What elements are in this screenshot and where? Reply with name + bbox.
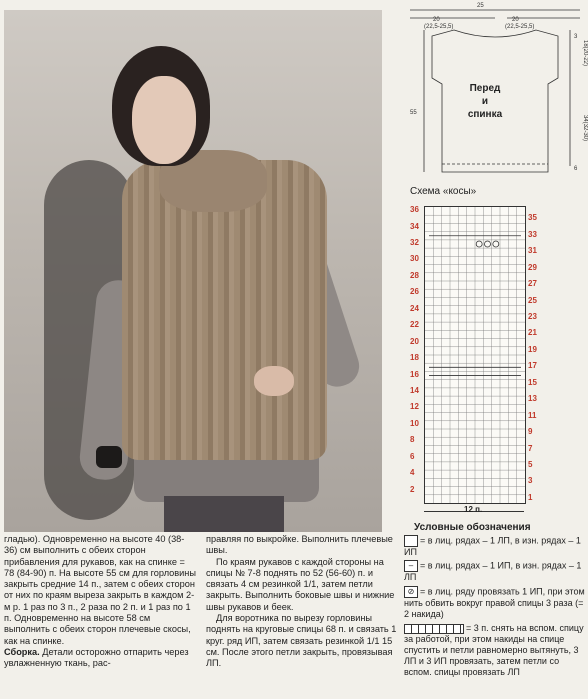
dim-width-total: 25: [477, 3, 484, 9]
row-number-right: 31: [528, 246, 537, 256]
row-number-right: 15: [528, 377, 537, 387]
row-number-left: 2: [410, 484, 415, 494]
legend-item-cable: [404, 623, 588, 678]
legend-title: Условные обозначения: [414, 522, 531, 533]
row-number-left: 24: [410, 303, 419, 313]
part-label-line3: спинка: [467, 109, 503, 120]
row-number-left: 16: [410, 369, 419, 379]
hand: [254, 366, 294, 396]
assembly-label: Сборка.: [4, 646, 40, 657]
row-number-right: 17: [528, 361, 537, 371]
legend-text-purl: = в лиц. рядах – 1 ИП, в изн. рядах – 1 ЛП: [404, 560, 582, 582]
legend-item-wrap: [404, 586, 588, 620]
row-number-left: 14: [410, 386, 419, 395]
dim-width-left-sizes: (22,5-25,5): [424, 24, 454, 30]
dim-width-right-sizes: (22,5-25,5): [505, 24, 535, 30]
row-number-right: 25: [528, 295, 537, 305]
instructions-col1-text: гладью). Одновременно на высоте 40 (38-36) см выполнить с обеих сторон прибавления для рукавов, как на спинке = 78 (84-90) п. На высоте 55 см для горловины закрыть средние 14 п., затем с обеих сторон от них по краям выреза закрыть в каждом 2-м р. 1 раз по 3 п., 2 раза по 2 п. и 1 раз по 1 п. Одновременно на высоте 58 см выполнить с обеих сторон плечевые скосы, как на спинке.: [4, 534, 196, 646]
face: [132, 76, 196, 164]
row-number-left: 22: [410, 320, 419, 330]
legend-item-knit: [404, 535, 588, 558]
row-number-right: 3: [528, 476, 533, 486]
instructions-col1: [4, 534, 196, 670]
sleeve-edge-text: По краям рукавов с каждой стороны на спицы № 7-8 поднять по 52 (56-60) п. и связать 4 см резинкой 1/1, затем петли закрыть. Выполнить боковые швы и нижние швы рукавов и бeек.: [206, 556, 395, 612]
wrap-stitch-icon: ⊘: [404, 586, 418, 598]
row-number-right: 27: [528, 279, 537, 289]
knit-symbol-icon: [404, 535, 418, 547]
row-number-left: 30: [410, 254, 419, 264]
part-label-line2: и: [481, 96, 489, 107]
instructions-col2: [206, 534, 400, 670]
row-number-left: 26: [410, 287, 419, 297]
legend-text-knit: = в лиц. рядах – 1 ЛП, в изн. рядах – 1 ИП: [404, 535, 581, 557]
legend-text-wrap: = в лиц. ряду провязать 1 ИП, при этом нить обвить вокруг правой спицы 3 раза (= 2 накида): [404, 586, 585, 619]
row-number-left: 32: [410, 238, 419, 247]
row-number-right: 5: [528, 460, 533, 469]
row-number-right: 21: [528, 328, 537, 338]
dim-height-lower: 34(32-30): [582, 114, 588, 142]
assembly-text: Детали осторожно отпарить через увлажненную ткань, рас-: [4, 646, 189, 669]
row-number-right: 11: [528, 410, 537, 420]
dim-height-top: 3: [574, 34, 578, 40]
row-number-left: 12: [410, 402, 419, 412]
row-number-right: 35: [528, 213, 537, 223]
dim-height-total: 55: [410, 110, 417, 116]
purl-symbol-icon: –: [404, 560, 418, 572]
row-number-left: 36: [410, 205, 419, 215]
dim-height-upper: 18(20-22): [582, 39, 588, 67]
legend-text-cable: = 3 п. снять на вспом. спицу за работой, при этом накиды на спице спустить и петли равномерно вытянуть, 3 ЛП и 3 ИП провязать, затем петли со вспом. спицы провязать ЛП: [404, 623, 584, 677]
row-number-left: 6: [410, 451, 415, 461]
stitch-count-label: 12 п.: [464, 505, 483, 514]
legs: [164, 496, 284, 532]
row-number-left: 20: [410, 336, 419, 346]
row-number-left: 34: [410, 221, 419, 231]
dim-width-left: 20: [433, 17, 440, 23]
dim-height-bottom: 6: [574, 166, 578, 172]
row-number-right: 7: [528, 443, 533, 453]
row-number-right: 19: [528, 344, 537, 354]
row-number-left: 8: [410, 435, 415, 445]
row-number-right: 1: [528, 492, 533, 502]
row-number-right: 33: [528, 229, 537, 239]
row-number-left: 28: [410, 270, 419, 280]
row-number-left: 4: [410, 468, 415, 478]
model-photo: [4, 10, 382, 532]
row-number-right: 13: [528, 394, 537, 404]
legend-item-purl: [404, 560, 588, 583]
row-number-right: 9: [528, 427, 533, 437]
row-number-right: 29: [528, 262, 537, 272]
instructions-col2-text: правляя по выкройке. Выполнить плечевые швы.: [206, 534, 393, 556]
row-number-left: 18: [410, 353, 419, 363]
part-label-line1: Перед: [469, 83, 501, 94]
dim-width-right: 20: [512, 17, 519, 23]
collar-text: Для воротника по вырезу горловины поднять на круговые спицы 68 п. и связать 1 круг. ряд ИП, затем связать резинкой 1/1 15 см. После этого петли закрыть, провязывая ЛП.: [206, 613, 397, 669]
row-number-left: 10: [410, 418, 419, 428]
cable-grid: [424, 206, 526, 504]
cable-symbol-icon: [404, 624, 464, 634]
row-number-right: 23: [528, 312, 537, 321]
part-label: [445, 82, 525, 121]
cable-schema-title: Схема «косы»: [410, 186, 477, 197]
bracelet: [96, 446, 122, 468]
